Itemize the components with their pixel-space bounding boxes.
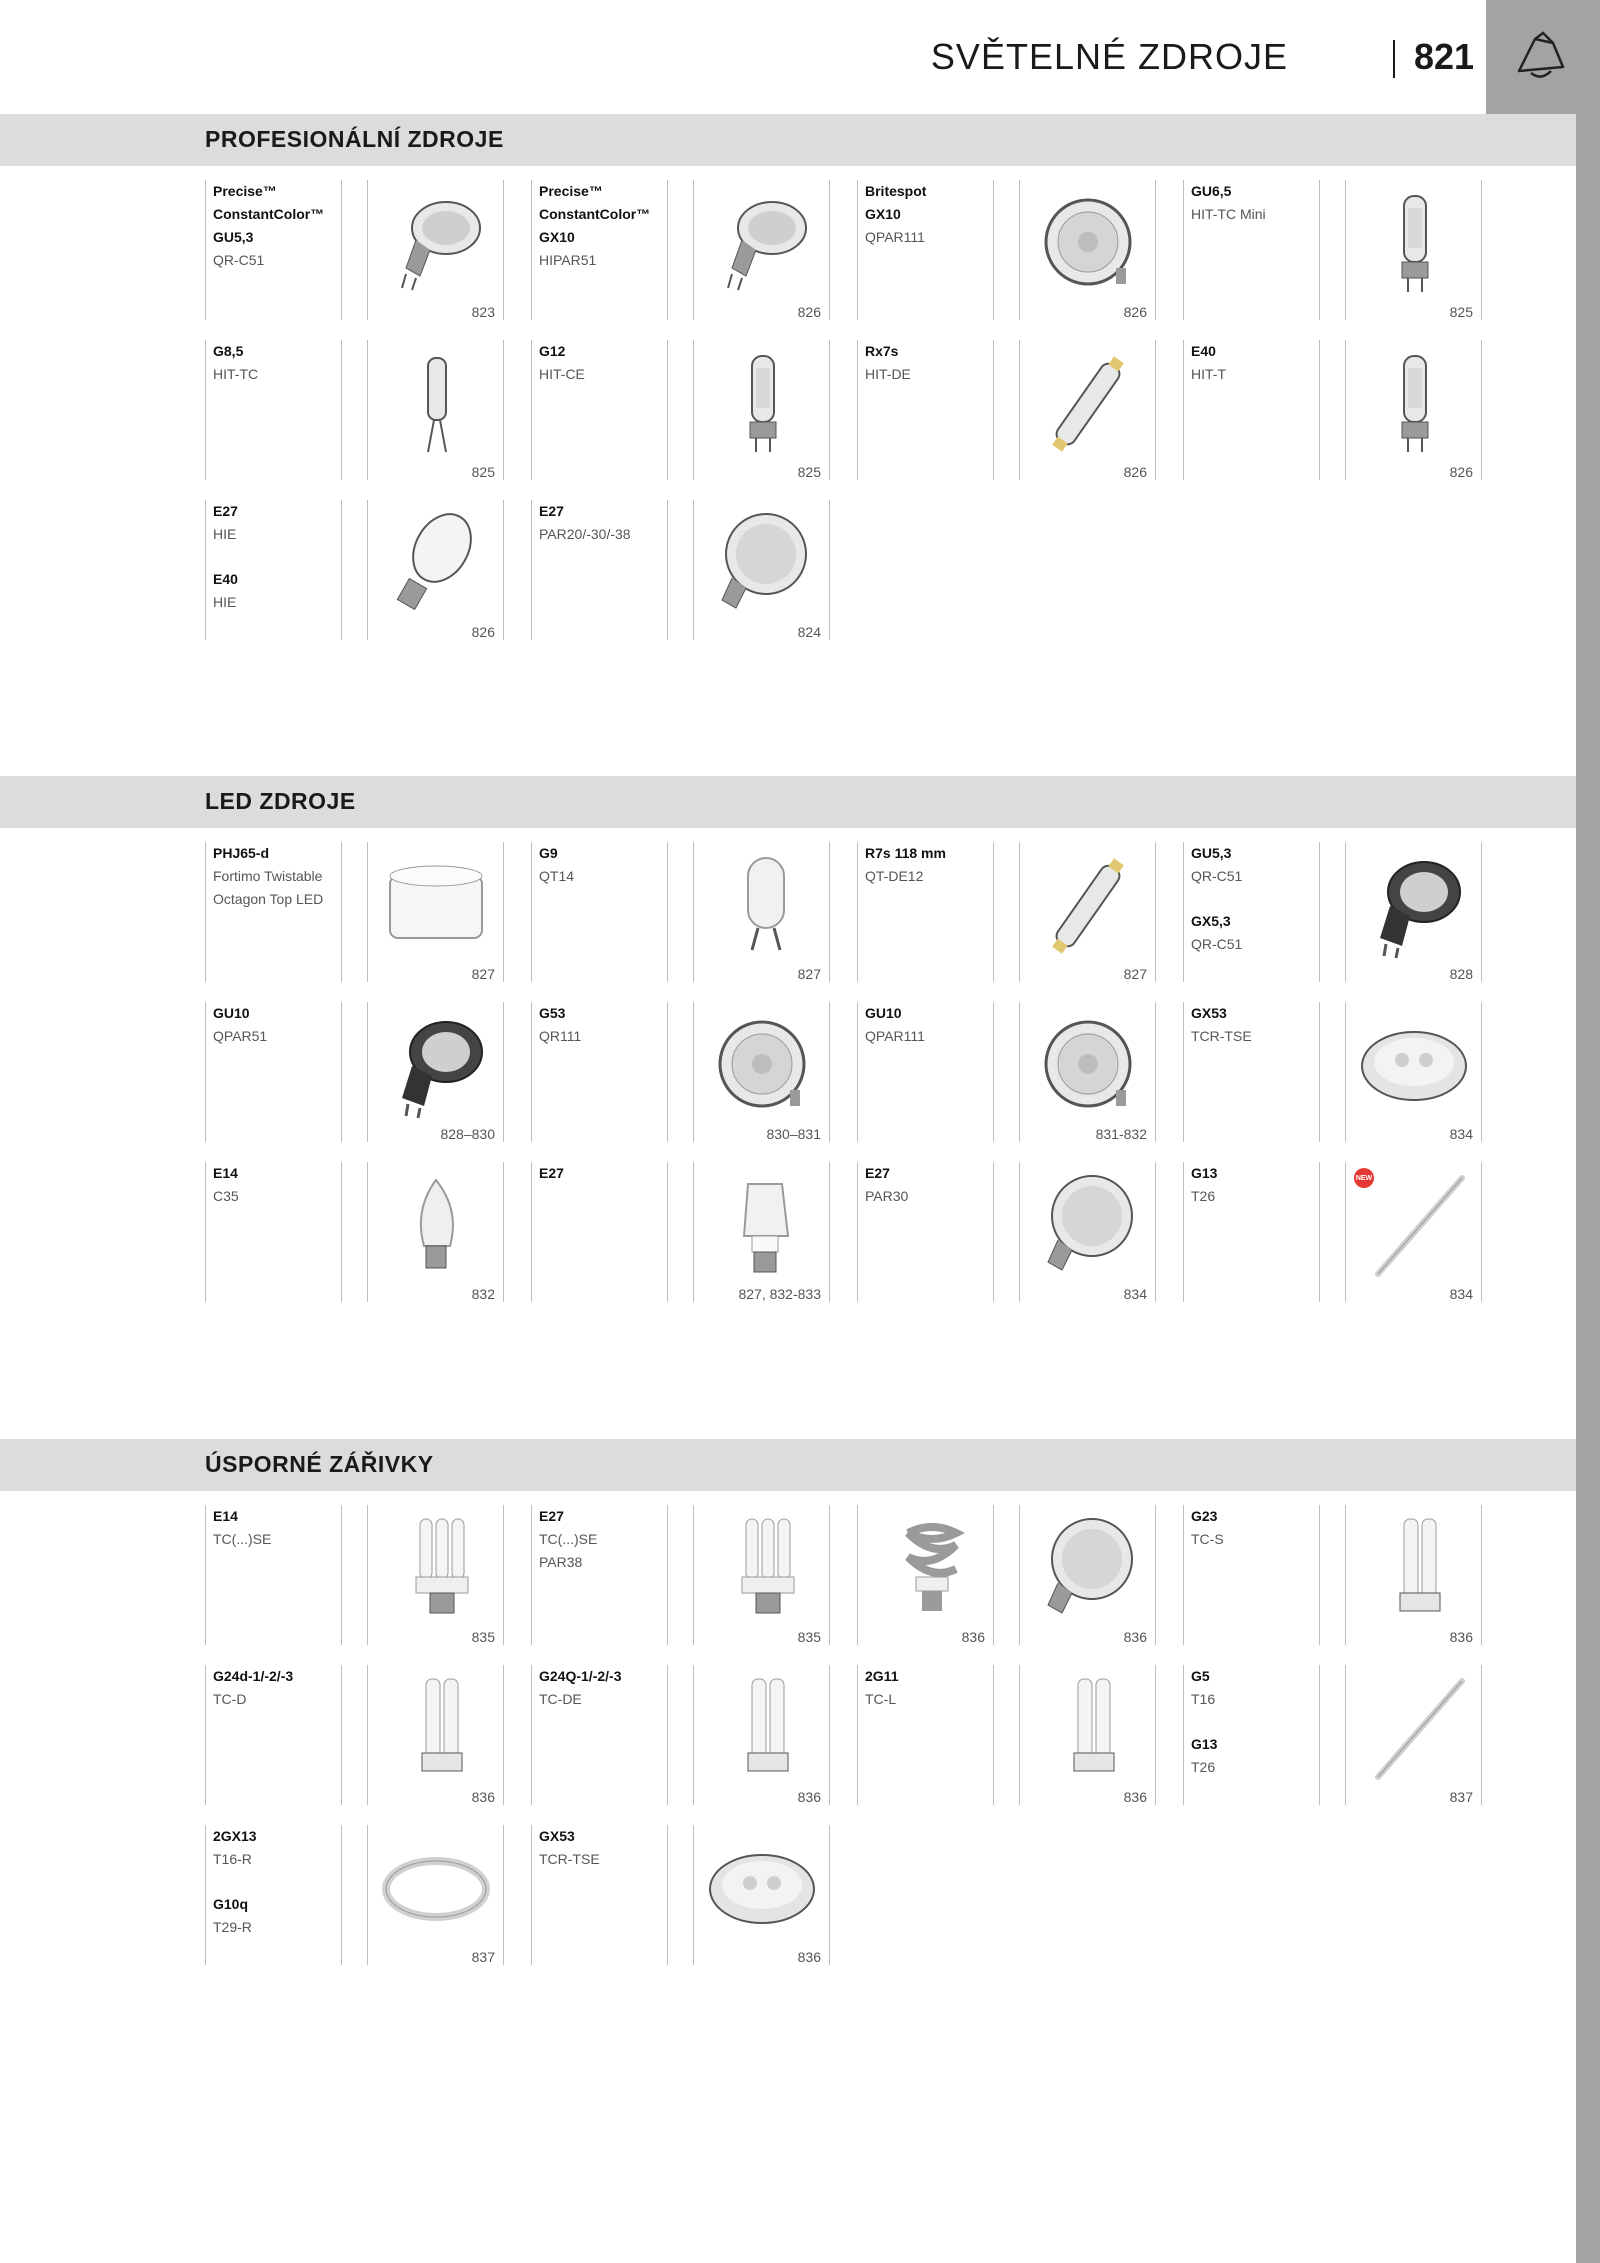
page-reference: 828 [1449, 966, 1473, 982]
lamp-type: HIE [213, 526, 237, 542]
tube-bulb-icon [702, 348, 822, 460]
product-card[interactable] [531, 500, 857, 640]
socket-type: G9 [539, 845, 558, 861]
product-card[interactable] [205, 1505, 531, 1645]
page-reference: 835 [471, 1629, 495, 1645]
lamp-type: T29-R [213, 1919, 252, 1935]
product-label [531, 1665, 668, 1805]
lamp-type: T16 [1191, 1691, 1216, 1707]
lamp-type: QR-C51 [1191, 936, 1243, 952]
product-image [693, 1505, 830, 1645]
product-image [693, 1002, 830, 1142]
spacer [1191, 1711, 1319, 1733]
candle-bulb-icon [376, 1170, 496, 1282]
product-label [1183, 1162, 1320, 1302]
product-image [1345, 340, 1482, 480]
product-image [1019, 1505, 1156, 1645]
product-card[interactable] [857, 842, 1183, 982]
product-label [205, 180, 342, 320]
lamp-type: TCR-TSE [539, 1851, 600, 1867]
product-image [1019, 1665, 1156, 1805]
product-image [693, 842, 830, 982]
socket-type: GX10 [865, 206, 901, 222]
socket-type: E40 [213, 571, 238, 587]
product-card[interactable] [857, 1002, 1183, 1142]
lamp-type: PAR20/-30/-38 [539, 526, 631, 542]
product-card[interactable] [531, 1002, 857, 1142]
socket-type: E27 [539, 503, 564, 519]
product-label [531, 1162, 668, 1302]
page-reference: 834 [1449, 1126, 1473, 1142]
spacer [1191, 888, 1319, 910]
product-grid [205, 1505, 1487, 1965]
lamp-icon [1513, 31, 1573, 83]
product-grid [205, 180, 1487, 640]
page-reference: 826 [1449, 464, 1473, 480]
product-image [693, 340, 830, 480]
product-card[interactable] [205, 340, 531, 480]
product-image [367, 1505, 504, 1645]
page-reference: 823 [471, 304, 495, 320]
product-label [1183, 1665, 1320, 1805]
product-image [367, 1825, 504, 1965]
product-card[interactable] [205, 1162, 531, 1302]
socket-type: G8,5 [213, 343, 244, 359]
product-card[interactable] [857, 180, 1183, 320]
section-header [0, 114, 1576, 166]
socket-type: E14 [213, 1165, 238, 1181]
product-card[interactable] [205, 842, 531, 982]
page-reference: 825 [797, 464, 821, 480]
lamp-type: QR111 [539, 1028, 582, 1044]
product-label [1183, 340, 1320, 480]
socket-type: ConstantColor™ [539, 206, 651, 222]
reflector-bulb-icon [376, 188, 496, 300]
page-header [0, 0, 1486, 114]
page-reference: 836 [1123, 1789, 1147, 1805]
page-reference: 834 [1449, 1286, 1473, 1302]
lamp-type: QPAR51 [213, 1028, 268, 1044]
lamp-type: Octagon Top LED [213, 891, 324, 907]
section-title: ÚSPORNÉ ZÁŘIVKY [205, 1451, 434, 1477]
lamp-type: TC(...)SE [213, 1531, 272, 1547]
product-label [1183, 1505, 1320, 1645]
socket-type: E14 [213, 1508, 238, 1524]
product-image [1345, 842, 1482, 982]
product-image [693, 1665, 830, 1805]
product-label [857, 842, 994, 982]
product-card[interactable] [531, 1825, 857, 1965]
socket-type: E27 [539, 1508, 564, 1524]
product-card[interactable] [531, 180, 857, 320]
lamp-type: TC-D [213, 1691, 247, 1707]
socket-type: GX53 [539, 1828, 575, 1844]
lamp-type: QT-DE12 [865, 868, 924, 884]
lamp-type: PAR30 [865, 1188, 909, 1204]
product-label [205, 1505, 342, 1645]
product-label [1183, 842, 1320, 982]
spacer [213, 546, 341, 568]
product-image [1019, 1162, 1156, 1302]
lamp-type: HIE [213, 594, 237, 610]
socket-type: E27 [539, 1165, 564, 1181]
pl-lamp-icon [1028, 1673, 1148, 1785]
led-bulb-icon [702, 1170, 822, 1282]
cfl-icon [702, 1513, 822, 1625]
product-card[interactable] [1183, 1505, 1509, 1645]
lamp-type: HIT-T [1191, 366, 1226, 382]
product-label [857, 1002, 994, 1142]
chapter-tab [1486, 0, 1600, 114]
lamp-type: QR-C51 [213, 252, 265, 268]
page-reference: 832 [471, 1286, 495, 1302]
lamp-type: HIPAR51 [539, 252, 597, 268]
product-image [1019, 842, 1156, 982]
product-label [1183, 180, 1320, 320]
linear-lamp-icon [1028, 348, 1148, 460]
product-label [531, 340, 668, 480]
lamp-type: QPAR111 [865, 229, 925, 245]
socket-type: G5 [1191, 1668, 1210, 1684]
product-image [1345, 1002, 1482, 1142]
product-label [857, 1665, 994, 1805]
product-image [1019, 1002, 1156, 1142]
socket-type: G13 [1191, 1165, 1218, 1181]
socket-type: GX53 [1191, 1005, 1227, 1021]
ar111-bulb-icon [702, 1010, 822, 1122]
product-label [1183, 1002, 1320, 1142]
socket-type: E40 [1191, 343, 1216, 359]
product-image [367, 842, 504, 982]
socket-type: GU5,3 [1191, 845, 1232, 861]
socket-type: 2G11 [865, 1668, 899, 1684]
lamp-type: TC-L [865, 1691, 897, 1707]
lamp-type: QPAR111 [865, 1028, 925, 1044]
page-reference: 826 [471, 624, 495, 640]
lamp-type: HIT-CE [539, 366, 585, 382]
product-label [531, 1505, 668, 1645]
product-card[interactable] [531, 1162, 857, 1302]
socket-type: 2GX13 [213, 1828, 257, 1844]
tube-bulb-icon [1354, 348, 1474, 460]
product-label [531, 842, 668, 982]
product-card[interactable] [205, 1825, 531, 1965]
product-card[interactable] [531, 340, 857, 480]
page-reference: 831-832 [1095, 1126, 1147, 1142]
led-tube-icon [1354, 1170, 1474, 1282]
ar111-bulb-icon [1028, 1010, 1148, 1122]
par-bulb-icon [702, 508, 822, 620]
product-label [205, 340, 342, 480]
product-image [367, 1665, 504, 1805]
page-reference: 836 [797, 1949, 821, 1965]
socket-type: G23 [1191, 1508, 1218, 1524]
pin-capsule-icon [376, 348, 496, 460]
product-image [693, 180, 830, 320]
spacer [213, 1871, 341, 1893]
product-label [857, 1162, 994, 1302]
page-reference: 826 [1123, 304, 1147, 320]
product-label [531, 180, 668, 320]
led-reflector-icon [376, 1010, 496, 1122]
page-reference: 827 [471, 966, 495, 982]
product-image [367, 340, 504, 480]
section-title: LED ZDROJE [205, 788, 356, 814]
capsule-led-icon [702, 850, 822, 962]
pl-lamp-icon [376, 1673, 496, 1785]
page-reference: 827, 832-833 [738, 1286, 821, 1302]
lamp-type: T16-R [213, 1851, 252, 1867]
product-card[interactable] [205, 180, 531, 320]
page-reference: 825 [471, 464, 495, 480]
lamp-type: Fortimo Twistable [213, 868, 323, 884]
product-card[interactable] [531, 1505, 1183, 1645]
side-bar [1576, 114, 1600, 2263]
socket-type: Britespot [865, 183, 927, 199]
section-header [0, 1439, 1576, 1491]
product-label [205, 1665, 342, 1805]
product-label [531, 1825, 668, 1965]
page-reference: 837 [471, 1949, 495, 1965]
section-title: PROFESIONÁLNÍ ZDROJE [205, 126, 504, 152]
product-card[interactable] [531, 842, 857, 982]
cfl-icon [376, 1513, 496, 1625]
disc-lamp-icon [702, 1833, 822, 1945]
lamp-type: TCR-TSE [1191, 1028, 1252, 1044]
socket-type: PHJ65-d [213, 845, 270, 861]
product-label [205, 500, 342, 640]
socket-type: Precise™ [539, 183, 603, 199]
socket-type: G13 [1191, 1736, 1218, 1752]
led-module-icon [376, 850, 496, 962]
socket-type: G53 [539, 1005, 566, 1021]
spiral-cfl-icon [866, 1513, 986, 1625]
page-reference: 837 [1449, 1789, 1473, 1805]
socket-type: GX10 [539, 229, 575, 245]
page-reference: 830–831 [766, 1126, 821, 1142]
lamp-type: PAR38 [539, 1554, 583, 1570]
product-card[interactable] [857, 340, 1183, 480]
socket-type: R7s 118 mm [865, 845, 946, 861]
product-image [367, 1162, 504, 1302]
socket-type: G12 [539, 343, 566, 359]
page-number: 821 [1414, 36, 1475, 77]
product-label [205, 1162, 342, 1302]
socket-type: GU10 [865, 1005, 902, 1021]
socket-type: G24Q-1/-2/-3 [539, 1668, 622, 1684]
product-image [1019, 180, 1156, 320]
product-grid [205, 842, 1487, 1302]
led-reflector-icon [1354, 850, 1474, 962]
socket-type: Rx7s [865, 343, 899, 359]
lamp-type: HIT-DE [865, 366, 911, 382]
par-bulb-icon [1028, 1170, 1148, 1282]
page-reference: 827 [1123, 966, 1147, 982]
linear-lamp-icon [1028, 850, 1148, 962]
page-reference: 834 [1123, 1286, 1147, 1302]
disc-lamp-icon [1354, 1010, 1474, 1122]
product-label [205, 842, 342, 982]
product-image [693, 1825, 830, 1965]
lamp-type: QT14 [539, 868, 575, 884]
product-card[interactable] [1183, 1665, 1509, 1805]
product-card[interactable] [1183, 180, 1509, 320]
lamp-type: HIT-TC [213, 366, 259, 382]
par-bulb-icon [1028, 1513, 1148, 1625]
title-divider [1393, 40, 1395, 78]
page-title: SVĚTELNÉ ZDROJE [930, 36, 1288, 77]
socket-type: E27 [213, 503, 238, 519]
page-reference: 835 [797, 1629, 821, 1645]
product-image [1019, 340, 1156, 480]
page-reference: 824 [797, 624, 821, 640]
product-card[interactable] [857, 1162, 1183, 1302]
product-card[interactable] [1183, 1162, 1509, 1302]
lamp-type: T26 [1191, 1188, 1216, 1204]
product-label [531, 1002, 668, 1142]
page-reference: 836 [797, 1789, 821, 1805]
lamp-type: QR-C51 [1191, 868, 1243, 884]
socket-type: GU10 [213, 1005, 250, 1021]
pl-lamp-icon [702, 1673, 822, 1785]
page-reference: 825 [1449, 304, 1473, 320]
page-reference: 828–830 [440, 1126, 495, 1142]
product-image [1345, 180, 1482, 320]
product-label [531, 500, 668, 640]
pl-lamp-icon [1354, 1513, 1474, 1625]
product-image [693, 500, 830, 640]
ellipsoid-bulb-icon [376, 508, 496, 620]
section-header [0, 776, 1576, 828]
socket-type: E27 [865, 1165, 890, 1181]
page-reference: 826 [797, 304, 821, 320]
product-image [1345, 1505, 1482, 1645]
product-image [1345, 1665, 1482, 1805]
product-label [205, 1002, 342, 1142]
product-card[interactable] [1183, 842, 1509, 982]
product-image [367, 1002, 504, 1142]
lamp-type: TC-S [1191, 1531, 1224, 1547]
reflector-bulb-icon [702, 188, 822, 300]
socket-type: GX5,3 [1191, 913, 1231, 929]
lamp-type: TC(...)SE [539, 1531, 598, 1547]
product-image [367, 180, 504, 320]
socket-type: ConstantColor™ [213, 206, 325, 222]
product-image [693, 1162, 830, 1302]
product-label [857, 340, 994, 480]
socket-type: Precise™ [213, 183, 277, 199]
product-card[interactable] [205, 500, 531, 640]
lamp-type: TC-DE [539, 1691, 582, 1707]
product-label [205, 1825, 342, 1965]
product-card[interactable] [1183, 1002, 1509, 1142]
product-image [1345, 1162, 1482, 1302]
ar111-bulb-icon [1028, 188, 1148, 300]
product-image [857, 1505, 994, 1645]
new-badge: NEW [1354, 1168, 1374, 1188]
page-reference: 836 [1449, 1629, 1473, 1645]
tube-bulb-icon [1354, 188, 1474, 300]
socket-type: G24d-1/-2/-3 [213, 1668, 294, 1684]
lamp-type: T26 [1191, 1759, 1216, 1775]
lamp-type: HIT-TC Mini [1191, 206, 1266, 222]
page-reference: 836 [471, 1789, 495, 1805]
product-card[interactable] [205, 1665, 531, 1805]
product-card[interactable] [1183, 340, 1509, 480]
page-reference: 827 [797, 966, 821, 982]
product-image [367, 500, 504, 640]
page-reference: 836 [961, 1629, 985, 1645]
product-card[interactable] [531, 1665, 857, 1805]
lamp-type: C35 [213, 1188, 239, 1204]
socket-type: GU6,5 [1191, 183, 1232, 199]
product-label [857, 180, 994, 320]
socket-type: G10q [213, 1896, 249, 1912]
product-card[interactable] [205, 1002, 531, 1142]
ring-tube-icon [376, 1833, 496, 1945]
led-tube-icon [1354, 1673, 1474, 1785]
page-reference: 836 [1123, 1629, 1147, 1645]
product-card[interactable] [857, 1665, 1183, 1805]
socket-type: GU5,3 [213, 229, 254, 245]
page-reference: 826 [1123, 464, 1147, 480]
